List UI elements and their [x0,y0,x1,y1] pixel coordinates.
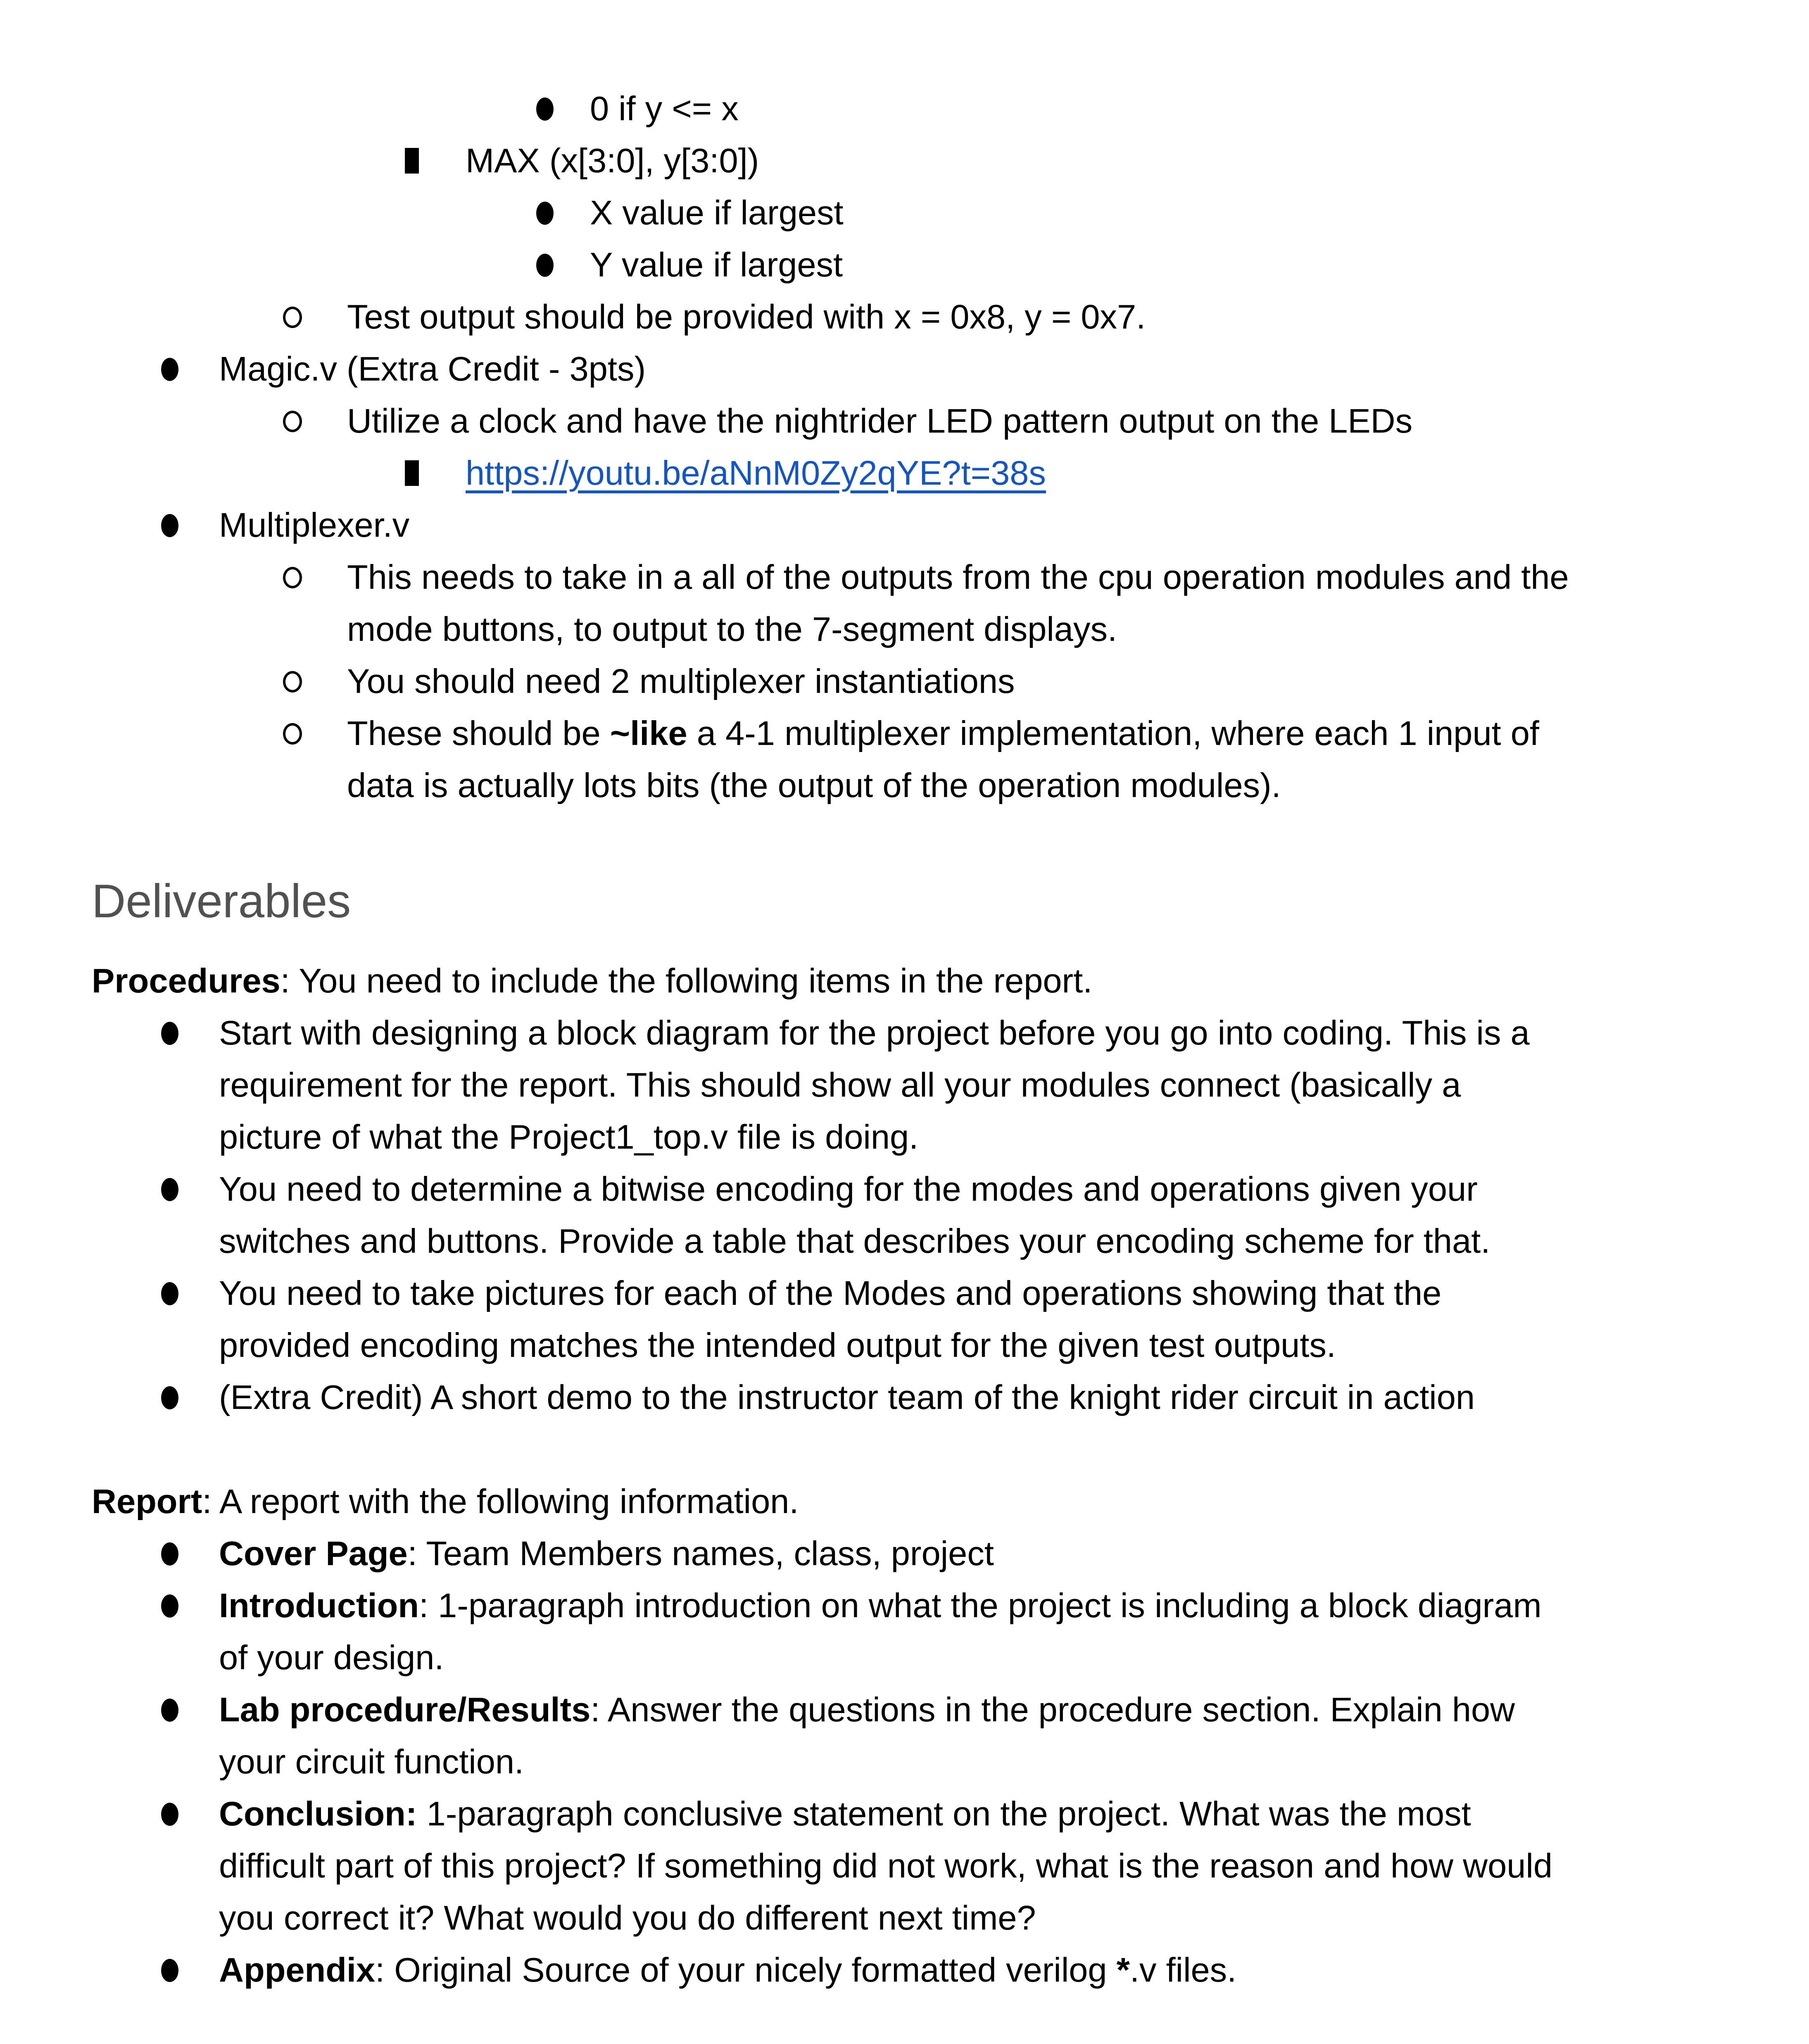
text-segment: Appendix [219,1951,376,1989]
list-item [283,551,1792,655]
list-item [161,1163,1792,1267]
text-line [466,447,1046,499]
text-segment: Magic.v (Extra Credit - 3pts) [219,350,646,388]
text-line [92,1475,1792,1528]
bullet-marker-box [161,1371,219,1409]
list-item-text [219,1163,1490,1267]
bullet-square-icon [405,460,419,486]
bullet-disc-icon [161,1959,178,1982]
list-item [161,1528,1792,1580]
text-segment: Start with designing a block diagram for the project before you go into coding. This is a [219,1014,1530,1052]
bullet-marker-box [161,1684,219,1722]
list-item-text [219,1788,1552,1944]
text-segment: MAX (x[3:0], y[3:0]) [466,141,759,180]
text-line [219,1111,1530,1163]
list-item-text [347,551,1569,655]
list-item [161,343,1792,395]
bullet-circle-icon [283,567,302,588]
text-segment: Cover Page [219,1534,408,1573]
text-line [347,759,1539,811]
text-segment: : 1-paragraph introduction on what the project is including a block diagram [419,1586,1542,1625]
list-item-text [590,239,843,291]
text-segment: of your design. [219,1638,444,1677]
blank-line [92,1423,1792,1475]
bullet-marker-box [161,1788,219,1826]
section-heading: Deliverables [92,875,351,928]
text-segment: Multiplexer.v [219,506,410,544]
text-segment: These should be [347,714,610,752]
text-segment: provided encoding matches the intended output for the given test outputs. [219,1326,1336,1364]
bullet-circle-icon [283,411,302,432]
text-segment: Test output should be provided with x = 0x8, y = 0x7. [347,297,1146,336]
bullet-marker-box [536,239,590,277]
text-segment: 0 if y <= x [590,89,739,128]
text-segment: X value if largest [590,193,844,232]
text-line [92,955,1792,1007]
text-line [219,343,646,395]
bullet-marker-box [536,83,590,121]
text-line [219,1059,1530,1111]
list-item-text [347,291,1146,343]
text-segment: : You need to include the following items in the report. [280,961,1093,1000]
list-item [161,1007,1792,1163]
list-item [405,447,1792,499]
text-line [219,1371,1475,1423]
list-item [283,395,1792,447]
list-item-text [219,1528,994,1580]
list-item-text [219,1371,1475,1423]
list-item-text [590,83,739,135]
bullet-disc-icon [161,1699,178,1722]
list-item [161,499,1792,551]
bullet-marker-box [283,395,347,432]
text-line [219,1007,1530,1059]
text-segment: you correct it? What would you do different next time? [219,1899,1036,1937]
list-item [536,239,1792,291]
text-segment: Lab procedure/Results [219,1690,591,1729]
bullet-disc-icon [161,1594,178,1618]
list-item-text [466,135,759,187]
list-item-text [219,499,409,551]
bullet-circle-icon [283,307,302,328]
text-line [347,291,1146,343]
text-line [219,499,409,551]
text-segment: : Team Members names, class, project [407,1534,994,1573]
text-line [347,707,1539,759]
text-segment: picture of what the Project1_top.v file is doing. [219,1118,919,1156]
list-item-text [590,187,844,239]
text-line [219,1788,1552,1840]
youtube-link[interactable]: https://youtu.be/aNnM0Zy2qYE?t=38s [466,454,1046,492]
text-line [347,395,1412,447]
text-segment: Utilize a clock and have the nightrider LED pattern output on the LEDs [347,402,1413,440]
list-item [161,1684,1792,1788]
bullet-marker-box [283,291,347,328]
text-line [219,1944,1236,1996]
text-segment: your circuit function. [219,1742,524,1781]
text-segment: .v files. [1129,1951,1237,1989]
bullet-marker-box [161,1163,219,1201]
text-line [219,1840,1552,1892]
text-segment: ~like [610,714,687,752]
text-line [347,603,1569,655]
bullet-disc-icon [536,202,554,225]
bullet-disc-icon [161,1542,178,1566]
text-line [219,1684,1515,1736]
list-item-text [219,343,646,395]
bullet-marker-box [161,1944,219,1982]
list-item-text [219,1684,1515,1788]
text-segment: Introduction [219,1586,419,1625]
text-segment: You need to determine a bitwise encoding for the modes and operations given your [219,1170,1478,1208]
text-segment: : Answer the questions in the procedure section. Explain how [590,1690,1515,1729]
list-item-text [219,1580,1542,1684]
bullet-circle-icon [283,671,302,692]
list-item-text [347,707,1539,811]
list-item [161,1371,1792,1423]
text-line [219,1580,1542,1632]
bullet-marker-box [283,707,347,745]
text-segment: difficult part of this project? If something did not work, what is the reason and how would [219,1847,1553,1885]
text-line [590,239,843,291]
bullet-disc-icon [536,254,554,277]
bullet-circle-icon [283,723,302,745]
bullet-disc-icon [161,1178,178,1201]
list-item [161,1944,1792,1996]
text-segment: requirement for the report. This should show all your modules connect (basically a [219,1066,1461,1104]
text-segment: : A report with the following information. [202,1482,799,1521]
list-item-text [347,395,1412,447]
paragraph [92,955,1792,1007]
list-item-text [219,1267,1441,1371]
text-segment: switches and buttons. Provide a table that describes your encoding scheme for that. [219,1222,1490,1260]
text-line [219,1736,1515,1788]
bullet-marker-box [161,1528,219,1566]
bullet-disc-icon [161,1022,178,1045]
bullet-disc-icon [161,1803,178,1826]
bullet-marker-box [161,499,219,537]
text-line [347,551,1569,603]
bullet-disc-icon [161,514,178,537]
text-segment: You need to take pictures for each of the Modes and operations showing that the [219,1274,1442,1312]
text-line [219,1163,1490,1215]
paragraph [92,1475,1792,1528]
list-item-text [219,1007,1530,1163]
text-segment: mode buttons, to output to the 7-segment displays. [347,610,1117,648]
list-item [161,1267,1792,1371]
list-item-text [347,655,1015,707]
bullet-marker-box [405,447,466,486]
text-line [219,1892,1552,1944]
text-segment: 1-paragraph conclusive statement on the project. What was the most [417,1794,1471,1833]
list-item [161,1580,1792,1684]
list-item [283,655,1792,707]
bullet-disc-icon [161,1386,178,1409]
text-line [219,1215,1490,1267]
list-item [283,707,1792,811]
text-line [219,1528,994,1580]
text-segment: data is actually lots bits (the output of the operation modules). [347,766,1281,804]
text-segment: Procedures [92,961,281,1000]
text-segment: Report [92,1482,202,1521]
bullet-marker-box [536,187,590,225]
list-item [161,1788,1792,1944]
text-line [219,1632,1542,1684]
text-segment: : Original Source of your nicely formatted verilog [375,1951,1117,1989]
text-segment: * [1116,1951,1130,1989]
text-segment: (Extra Credit) A short demo to the instructor team of the knight rider circuit in action [219,1378,1475,1416]
bullet-marker-box [405,135,466,174]
bullet-disc-icon [536,98,554,121]
list-item [283,291,1792,343]
text-line [590,83,739,135]
text-line [590,187,844,239]
text-line [347,655,1015,707]
text-line [219,1267,1441,1319]
text-segment: Y value if largest [590,245,843,284]
bullet-marker-box [283,551,347,588]
text-line [219,1319,1441,1371]
bullet-marker-box [161,1007,219,1045]
text-segment: a 4-1 multiplexer implementation, where each 1 input of [687,714,1539,752]
list-item [536,187,1792,239]
bullet-square-icon [405,148,419,174]
list-item [536,83,1792,135]
bullet-disc-icon [161,1282,178,1305]
list-item-text [219,1944,1236,1996]
text-line [466,135,759,187]
list-item [405,135,1792,187]
bullet-marker-box [161,343,219,381]
list-item-text [466,447,1046,499]
bullet-marker-box [161,1267,219,1305]
bullet-marker-box [161,1580,219,1618]
bullet-marker-box [283,655,347,692]
bullet-disc-icon [161,358,178,381]
text-segment: Conclusion: [219,1794,417,1833]
text-segment: This needs to take in a all of the outputs from the cpu operation modules and the [347,558,1569,596]
text-segment: You should need 2 multiplexer instantiations [347,662,1015,700]
